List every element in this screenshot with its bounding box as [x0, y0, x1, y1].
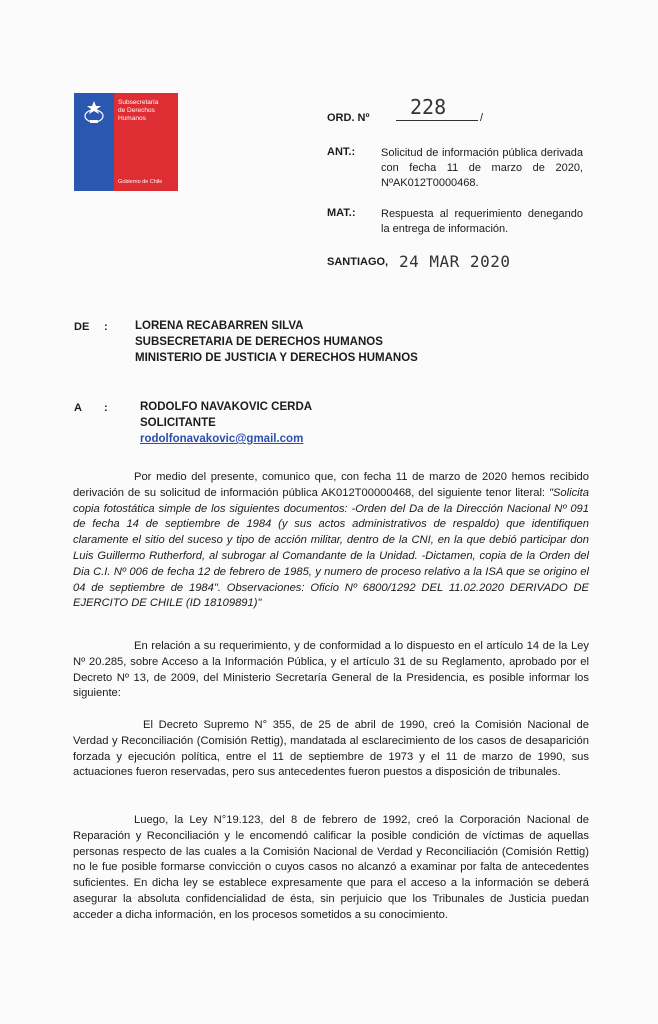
paragraph-legal-basis: En relación a su requerimiento, y de conformidad a lo dispuesto en el artículo 14 de la Ley Nº 20.285, sobre Acceso a la Información Pública, y el artículo 31 de su Reglamento, aprobado por el Decreto Nº 13, de 2009, del Ministerio Secretaría General de la Presidencia, es posible informar los siguiente:: [73, 640, 589, 700]
to-colon: :: [104, 402, 108, 414]
from-block: [135, 318, 418, 366]
request-quote: "Solicita copia fotostática simple de los siguientes documentos: -Orden del Da de la Dirección Nacional Nº 091 de fecha 14 de septiembre de 1984 (y sus actos administrativos de respaldo) que identifiquen claramente el sitio del suceso y tipo de acción militar, dentro de la CNI, en la que debió participar don Luis Guillermo Rutherford, al subrogar al Comandante de la Unidad. -Dictamen, copia de la Orden del Dia C.I. Nº 006 de fecha 12 de febrero de 1985, y numero de proceso relativo a la ISA que se origino el 04 de septiembre de 1984". Observaciones: Oficio Nº 6800/1292 DEL 11.02.2020 DERIVADO DE EJERCITO DE CHILE (ID 18109891)": [73, 486, 589, 610]
ord-label: ORD. Nº: [327, 112, 370, 124]
to-label: A: [74, 402, 82, 414]
logo-blue-panel: [74, 93, 114, 191]
mat-label: MAT.:: [327, 207, 356, 219]
date-stamp: 24 MAR 2020: [399, 252, 511, 271]
logo-footer: Gobierno de Chile: [118, 179, 163, 185]
to-block: [140, 399, 312, 447]
to-role: SOLICITANTE: [140, 417, 216, 429]
ord-slash: /: [480, 112, 484, 124]
coat-of-arms-icon: [80, 99, 108, 125]
from-colon: :: [104, 321, 108, 333]
paragraph-request: [73, 470, 589, 612]
ord-number: 228: [410, 95, 447, 119]
logo-title: Subsecretaría de Derechos Humanos: [118, 99, 159, 122]
to-email-link[interactable]: rodolfonavakovic@gmail.com: [140, 433, 304, 445]
from-name: LORENA RECABARREN SILVA: [135, 320, 304, 332]
to-name: RODOLFO NAVAKOVIC CERDA: [140, 401, 313, 413]
ant-label: ANT.:: [327, 146, 356, 158]
government-logo: [74, 93, 178, 191]
place-label: SANTIAGO,: [327, 256, 389, 268]
mat-text: Respuesta al requerimiento denegando la entrega de información.: [381, 208, 583, 235]
from-label: DE: [74, 321, 90, 333]
request-intro: Por medio del presente, comunico que, con fecha 11 de marzo de 2020 hemos recibido derivación de su solicitud de información pública AK012T00000468, del siguiente tenor literal:: [73, 471, 589, 499]
from-office: SUBSECRETARIA DE DERECHOS HUMANOS: [135, 336, 383, 348]
paragraph-rettig: El Decreto Supremo N° 355, de 25 de abril de 1990, creó la Comisión Nacional de Verdad y Reconciliación (Comisión Rettig), mandatada al esclarecimiento de los casos de desaparición forzada y ejecución política, entre el 11 de septiembre de 1973 y el 11 de marzo de 1990, sus actuaciones fueron reservadas, pero sus antecedentes fueron puestos a disposición de tribunales.: [73, 719, 589, 779]
from-ministry: MINISTERIO DE JUSTICIA Y DERECHOS HUMANOS: [135, 352, 418, 364]
ant-text: Solicitud de información pública derivada con fecha 11 de marzo de 2020, NºAK012T0000468.: [381, 147, 583, 189]
paragraph-law-19123: Luego, la Ley N°19.123, del 8 de febrero de 1992, creó la Corporación Nacional de Reparación y Reconciliación y le encomendó calificar la posible condición de víctimas de aquellas personas respecto de las cuales a la Comisión Nacional de Verdad y Reconciliación (Comisión Rettig) no le fue posible formarse convicción o cuyos casos no alcanzó a examinar por falta de antecedentes suficientes. En dicha ley se establece expresamente que para el acceso a la información se deberá asegurar la absoluta confidencialidad de ésta, sin perjuicio que los Tribunales de Justicia puedan acceder a dicha información, en los procesos sometidos a su conocimiento.: [73, 814, 589, 921]
ord-underline: [396, 120, 478, 121]
